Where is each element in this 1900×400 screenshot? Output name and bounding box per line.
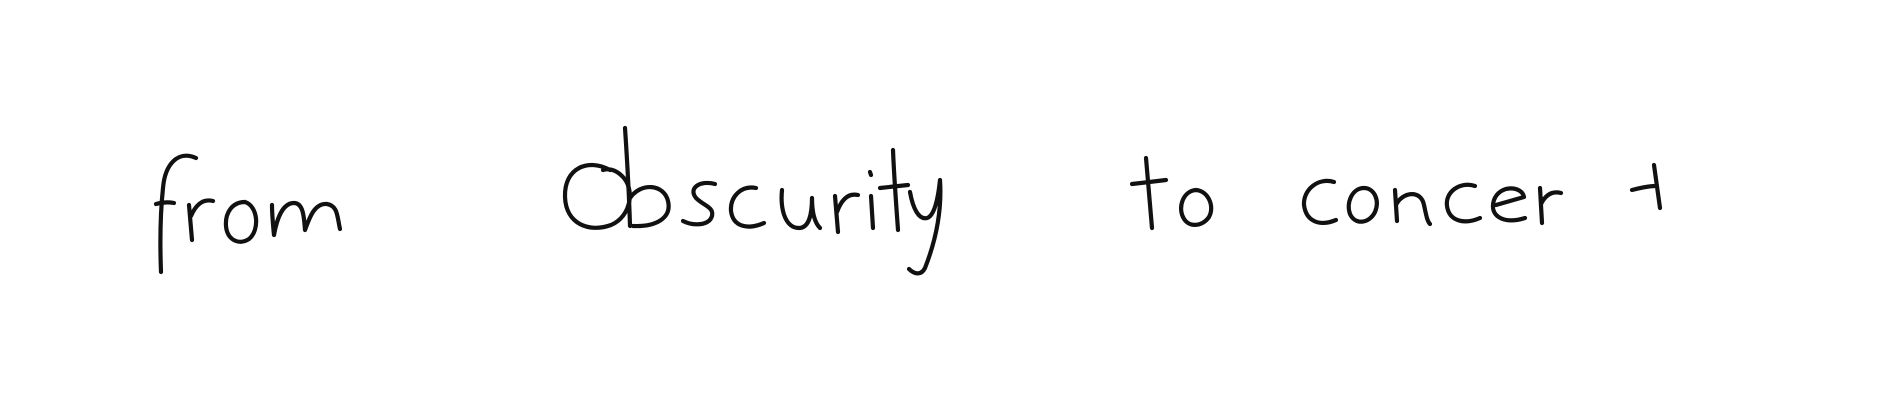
- handwritten-word-to: [1132, 158, 1211, 228]
- handwritten-word-concert: [1304, 165, 1660, 224]
- handwritten-word-from: [156, 156, 340, 272]
- handwritten-word-obscurity: [565, 128, 940, 273]
